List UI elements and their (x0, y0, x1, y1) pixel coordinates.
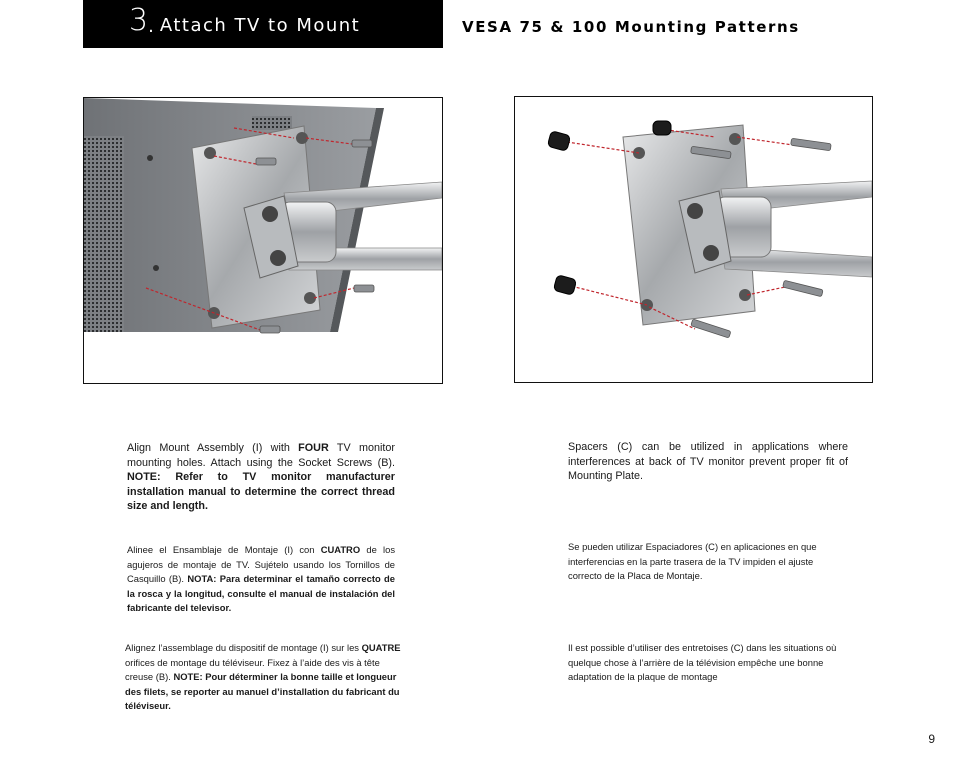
step-banner (83, 0, 443, 48)
instructions-english-text2: TV monitor mounting holes. Attach using the Socket Screws (B). (127, 442, 395, 469)
page-number: 9 (928, 732, 935, 746)
instructions-english-note: NOTE: Refer to TV monitor manufacturer installation manual to determine the correct thread size and length. (127, 471, 395, 513)
step-title: Attach TV to Mount (159, 15, 361, 36)
section-title: VESA 75 & 100 Mounting Patterns (462, 18, 800, 36)
instructions-french-note: NOTE: Pour déterminer la bonne taille et longueur des filets, se reporter au manuel d’installation du fabricant du téléviseur. (125, 671, 400, 712)
instructions-french-bold: QUATRE (361, 642, 401, 653)
spacers-spanish: Se pueden utilizar Espaciadores (C) en aplicaciones en que interferencias en la parte trasera de la TV impiden el ajuste correcto de la Placa de Montaje. (568, 541, 817, 582)
instructions-english (127, 441, 395, 514)
instructions-french-text2: orifices de montage du téléviseur. Fixez à l’aide des vis à tête creuse (B). (125, 656, 380, 683)
instructions-french-text1: Alignez l’assemblage du dispositif de montage (I) sur les (125, 642, 362, 653)
step-dot: . (148, 16, 154, 37)
instructions-spanish-bold: CUATRO (320, 544, 361, 555)
figure-tv-mount (83, 97, 443, 384)
spacers-french: Il est possible d’utiliser des entretoises (C) dans les situations où quelque chose à l’arrière de la télévision empêche une bonne adaptation de la plaque de montage (568, 642, 837, 683)
instructions-spanish-note: NOTA: Para determinar el tamaño correcto de la rosca y la longitud, consulte el manual de instalación del fabricante del televisor. (127, 573, 395, 614)
instructions-english-text1: Align Mount Assembly (I) with (127, 442, 299, 454)
figure-spacers (514, 96, 873, 383)
instructions-spanish (127, 543, 395, 616)
instructions-spanish-text1: Alinee el Ensamblaje de Montaje (I) con (127, 544, 321, 555)
spacers-english: Spacers (C) can be utilized in applications where interferences at back of TV monitor prevent proper fit of Mounting Plate. (568, 441, 848, 483)
instructions-french (125, 641, 407, 714)
instructions-english-bold: FOUR (298, 442, 329, 454)
figure-tv-mount-illustration (84, 98, 442, 383)
instructions-spanish-text2: de los agujeros de montaje de TV. Sujételo usando los Tornillos de Casquillo (B). (127, 544, 396, 585)
figure-spacers-illustration (515, 97, 872, 382)
step-number: 3 (129, 3, 149, 38)
